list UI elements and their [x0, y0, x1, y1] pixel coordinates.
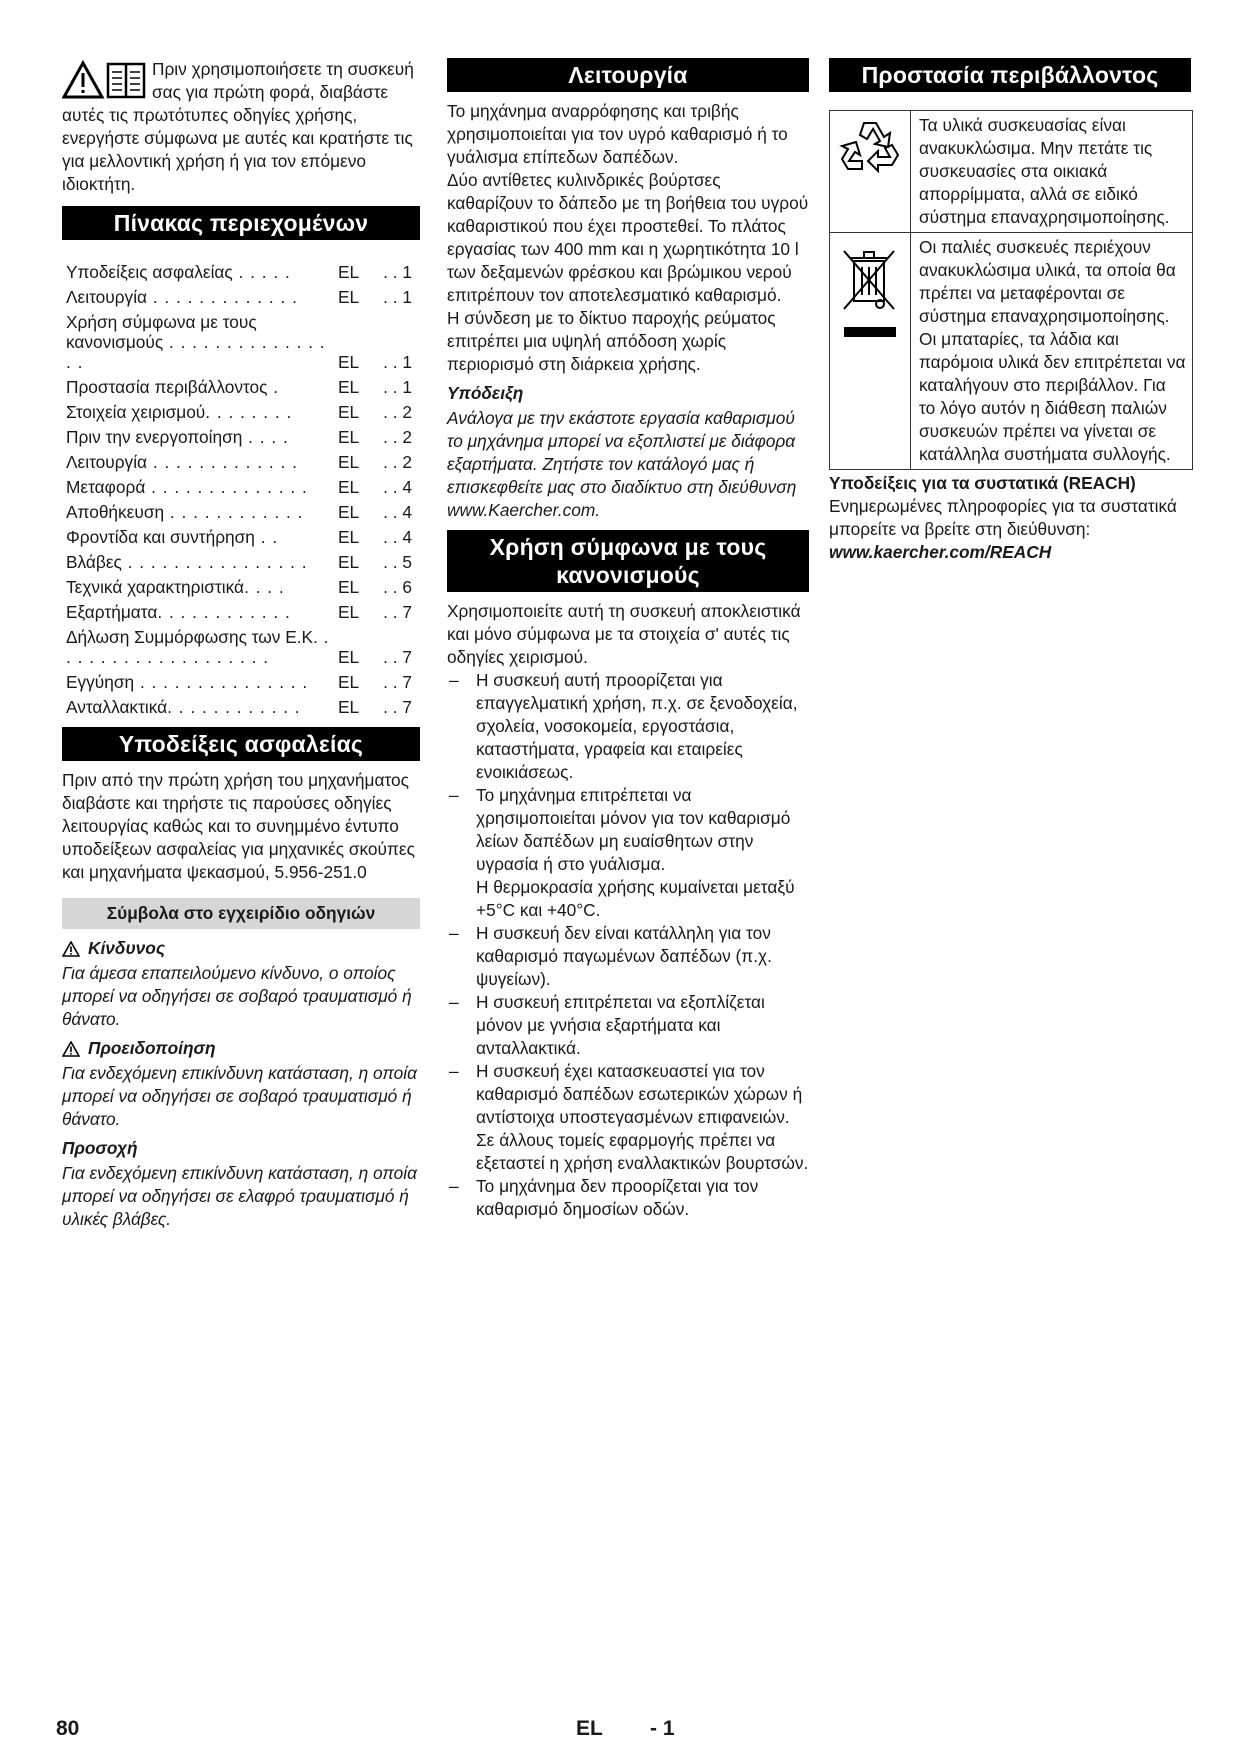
toc-row[interactable]: [66, 552, 420, 572]
safety-title: Υποδείξεις ασφαλείας: [62, 727, 420, 761]
list-item: – Η συσκευή δεν είναι κατάλληλη για τον καθαρισμό παγωμένων δαπέδων (π.χ. ψυγείων).: [447, 922, 809, 991]
middle-column: [447, 58, 809, 1221]
toc-entry-lang: EL: [338, 402, 360, 422]
note-title: Υπόδειξη: [447, 383, 524, 403]
danger-text: Για άμεσα επαπειλούμενο κίνδυνο, ο οποίος μπορεί να οδηγήσει σε σοβαρό τραυματισμό ή θάνατο.: [62, 963, 412, 1029]
table-row: [830, 111, 1193, 233]
toc-entry-lang: EL: [338, 697, 360, 717]
toc-entry-name: Ανταλλακτικά. . . . . . . . . . . .: [66, 697, 301, 717]
toc-entry-lang: EL: [338, 452, 360, 472]
danger-title: Κίνδυνος: [88, 938, 166, 958]
toc-row[interactable]: [66, 697, 420, 717]
toc-row[interactable]: [66, 377, 420, 397]
toc-row[interactable]: [66, 477, 420, 497]
warning-title: Προειδοποίηση: [88, 1038, 216, 1058]
toc-entry-lang: EL: [338, 477, 360, 497]
toc-entry-name: Λειτουργία . . . . . . . . . . . . .: [66, 452, 298, 472]
toc-entry-lang: EL: [338, 352, 360, 372]
toc-row[interactable]: [66, 287, 420, 307]
intended-text: Χρησιμοποιείτε αυτή τη συσκευή αποκλειστικά και μόνο σύμφωνα με τα στοιχεία σ' αυτές τις οδηγίες χειρισμού.: [447, 601, 801, 667]
recycle-icon-cell: [830, 111, 911, 233]
warning-text: Για ενδεχόμενη επικίνδυνη κατάσταση, η οποία μπορεί να οδηγήσει σε σοβαρό τραυματισμό ή θάνατο.: [62, 1063, 417, 1129]
intro-text: Πριν χρησιμοποιήσετε τη συσκευή σας για πρώτη φορά, διαβάστε αυτές τις πρωτότυπες οδηγίες χρήσης, ενεργήστε σύμφωνα με αυτές και κρατήστε τις για μελλοντική χρήση ή για τον επόμενο ιδιοκτήτη.: [62, 59, 414, 194]
toc-entry-lang: EL: [338, 672, 360, 692]
toc-entry-name: Τεχνικά χαρακτηριστικά. . . .: [66, 577, 285, 597]
toc-entry-lang: EL: [338, 527, 360, 547]
toc-entry-page: . . 2: [383, 452, 412, 472]
crossed-out-bin-icon: [838, 243, 902, 339]
toc-entry-page: . . 4: [383, 477, 412, 497]
page-number: 80: [56, 1717, 80, 1740]
list-item: – Το μηχάνημα επιτρέπεται να χρησιμοποιείται μόνον για τον καθαρισμό λείων δαπέδων μη ευαίσθητων στην υγρασία ή στο γυάλισμα. Η θερμοκρασία χρήσης κυμαίνεται μεταξύ +5°C και +40°C.: [447, 784, 809, 922]
toc-entry-name: Λειτουργία . . . . . . . . . . . . .: [66, 287, 298, 307]
toc-row[interactable]: [66, 627, 420, 667]
toc-entry-lang: EL: [338, 502, 360, 522]
environment-table: [829, 110, 1193, 470]
toc-entry-name: Βλάβες . . . . . . . . . . . . . . . .: [66, 552, 308, 572]
intended-title: Χρήση σύμφωνα με τους κανονισμούς: [447, 530, 809, 592]
list-item: – Η συσκευή έχει κατασκευαστεί για τον καθαρισμό δαπέδων εσωτερικών χώρων ή αντίστοιχα υποστεγασμένων επιφανειών. Σε άλλους τομείς εφαρμογής πρέπει να εξεταστεί η χρήση εναλλακτικών βουρτσών.: [447, 1060, 809, 1175]
weee-icon-cell: [830, 233, 911, 470]
list-item: – Το μηχάνημα δεν προορίζεται για τον καθαρισμό δημοσίων οδών.: [447, 1175, 809, 1221]
toc-entry-page: . . 1: [383, 352, 412, 372]
warning-triangle-icon: [62, 941, 80, 957]
warning-manual-icon: [62, 60, 146, 100]
toc-entry-lang: EL: [338, 377, 360, 397]
toc-entry-name: Φροντίδα και συντήρηση . .: [66, 527, 279, 547]
caution-title: Προσοχή: [62, 1138, 138, 1158]
left-column: [62, 58, 420, 1231]
temp-note: Η θερμοκρασία χρήσης κυμαίνεται μεταξύ +5°C και +40°C.: [476, 877, 795, 920]
environment-title: Προστασία περιβάλλοντος: [829, 58, 1191, 92]
toc-row[interactable]: [66, 427, 420, 447]
toc-row[interactable]: [66, 602, 420, 622]
toc-entry-page: . . 2: [383, 402, 412, 422]
list-item: – Η συσκευή επιτρέπεται να εξοπλίζεται μόνον με γνήσια εξαρτήματα και ανταλλακτικά.: [447, 991, 809, 1060]
right-column: [829, 58, 1191, 564]
list-item: – Η συσκευή αυτή προορίζεται για επαγγελματική χρήση, π.χ. σε ξενοδοχεία, σχολεία, νοσοκομεία, εργοστάσια, καταστήματα, γραφεία και εταιρείες ενοικιάσεως.: [447, 669, 809, 784]
toc-entry-lang: EL: [338, 287, 360, 307]
toc-entry-lang: EL: [338, 647, 360, 667]
caution-heading: [62, 1137, 420, 1160]
toc-entry-lang: EL: [338, 427, 360, 447]
toc-row[interactable]: [66, 262, 420, 282]
toc-row[interactable]: [66, 402, 420, 422]
toc-entry-lang: EL: [338, 602, 360, 622]
toc-entry-lang: EL: [338, 552, 360, 572]
toc-entry-page: . . 1: [383, 377, 412, 397]
toc-entry-page: . . 1: [383, 287, 412, 307]
toc-row[interactable]: [66, 527, 420, 547]
toc-entry-name: Υποδείξεις ασφαλείας . . . . .: [66, 262, 291, 282]
toc-entry-page: . . 5: [383, 552, 412, 572]
toc-entry-name: Δήλωση Συμμόρφωσης των Ε.Κ. . . . . . . . . . . . . . . . . . . .: [66, 627, 330, 667]
weee-text: Οι παλιές συσκευές περιέχουν ανακυκλώσιμα υλικά, τα οποία θα πρέπει να μεταφέρονται σε σύστημα επαναχρησιμοποίησης. Οι μπαταρίες, τα λάδια και παρόμοια υλικά δεν επιτρέπεται να καταλήγουν στο περιβάλλον. Για το λόγο αυτόν η διάθεση παλιών συσκευών πρέπει να γίνεται σε κατάλληλα συστήματα συλλογής.: [911, 233, 1193, 470]
note-heading: [447, 382, 809, 405]
function-title: Λειτουργία: [447, 58, 809, 92]
function-p3: Η σύνδεση με το δίκτυο παροχής ρεύματος επιτρέπει μια υψηλή απόδοση χωρίς περιορισμό στη διάρκεια χρήσης.: [447, 308, 776, 374]
function-p2: Δύο αντίθετες κυλινδρικές βούρτσες καθαρίζουν το δάπεδο με τη βοήθεια του υγρού καθαριστικού που έχει προστεθεί. Το πλάτος εργασίας των 400 mm και η χωρητικότητα 10 l των δεξαμενών φρέσκου και βρώμικου νερού επιτρέπουν τον αποτελεσματικό καθαρισμό.: [447, 170, 809, 305]
toc-title: Πίνακας περιεχομένων: [62, 206, 420, 240]
toc-entry-name: Προστασία περιβάλλοντος .: [66, 377, 280, 397]
toc-row[interactable]: [66, 452, 420, 472]
toc-entry-name: Πριν την ενεργοποίηση . . . .: [66, 427, 289, 447]
reach-url[interactable]: www.kaercher.com/REACH: [829, 542, 1052, 562]
toc-entry-name: Αποθήκευση . . . . . . . . . . . .: [66, 502, 304, 522]
footer-section-page: - 1: [650, 1717, 675, 1740]
toc-entry-page: . . 7: [383, 602, 412, 622]
warning-heading: [62, 1037, 420, 1060]
toc-row[interactable]: [66, 672, 420, 692]
reach-title: Υποδείξεις για τα συστατικά (REACH): [829, 473, 1136, 493]
toc-entry-page: . . 6: [383, 577, 412, 597]
toc-entry-page: . . 7: [383, 697, 412, 717]
toc-entry-page: . . 7: [383, 672, 412, 692]
toc-entry-page: . . 4: [383, 502, 412, 522]
intro-block: [62, 58, 420, 196]
warning-triangle-icon: [62, 1041, 80, 1057]
toc-entry-name: Εγγύηση . . . . . . . . . . . . . . .: [66, 672, 309, 692]
reach-text: Ενημερωμένες πληροφορίες για τα συστατικά μπορείτε να βρείτε στη διεύθυνση:: [829, 496, 1177, 539]
toc-entry-name: Μεταφορά . . . . . . . . . . . . . .: [66, 477, 308, 497]
table-row: [830, 233, 1193, 470]
toc-entry-name: Εξαρτήματα. . . . . . . . . . . .: [66, 602, 291, 622]
toc-entry-name: Στοιχεία χειρισμού. . . . . . . .: [66, 402, 293, 422]
toc-entry-lang: EL: [338, 262, 360, 282]
toc-entry-page: . . 7: [383, 647, 412, 667]
toc-row[interactable]: [66, 577, 420, 597]
note-text: Ανάλογα με την εκάστοτε εργασία καθαρισμού το μηχάνημα μπορεί να εξοπλιστεί με διάφορα εξαρτήματα. Ζητήστε τον κατάλογό μας ή επισκεφθείτε μας στο διαδίκτυο στη διεύθυνση www.Kaercher.com.: [447, 408, 797, 520]
symbols-title: Σύμβολα στο εγχειρίδιο οδηγιών: [62, 898, 420, 929]
toc-entry-name: Χρήση σύμφωνα με τους κανονισμούς . . . . . . . . . . . . . . . .: [66, 312, 326, 372]
table-of-contents: [66, 262, 420, 717]
safety-text: Πριν από την πρώτη χρήση του μηχανήματος διαβάστε και τηρήστε τις παρούσες οδηγίες λειτουργίας καθώς και το συνημμένο έντυπο υποδείξεων ασφαλείας για μηχανικές σκούπες και μηχανήματα ψεκασμού, 5.956-251.0: [62, 770, 415, 882]
toc-row[interactable]: [66, 312, 420, 372]
recycle-text: Τα υλικά συσκευασίας είναι ανακυκλώσιμα. Μην πετάτε τις συσκευασίες στα οικιακά απορρίμματα, αλλά σε ειδικό σύστημα επαναχρησιμοποίησης.: [911, 111, 1193, 233]
toc-entry-page: . . 2: [383, 427, 412, 447]
intended-list: [447, 669, 809, 1221]
danger-heading: [62, 937, 420, 960]
toc-entry-page: . . 4: [383, 527, 412, 547]
footer-lang: EL: [576, 1717, 603, 1740]
recycle-icon: [838, 117, 902, 177]
toc-row[interactable]: [66, 502, 420, 522]
toc-entry-lang: EL: [338, 577, 360, 597]
function-p1: Το μηχάνημα αναρρόφησης και τριβής χρησιμοποιείται για τον υγρό καθαρισμό ή το γυάλισμα επίπεδων δαπέδων.: [447, 101, 788, 167]
toc-entry-page: . . 1: [383, 262, 412, 282]
caution-text: Για ενδεχόμενη επικίνδυνη κατάσταση, η οποία μπορεί να οδηγήσει σε ελαφρό τραυματισμό ή υλικές βλάβες.: [62, 1163, 417, 1229]
